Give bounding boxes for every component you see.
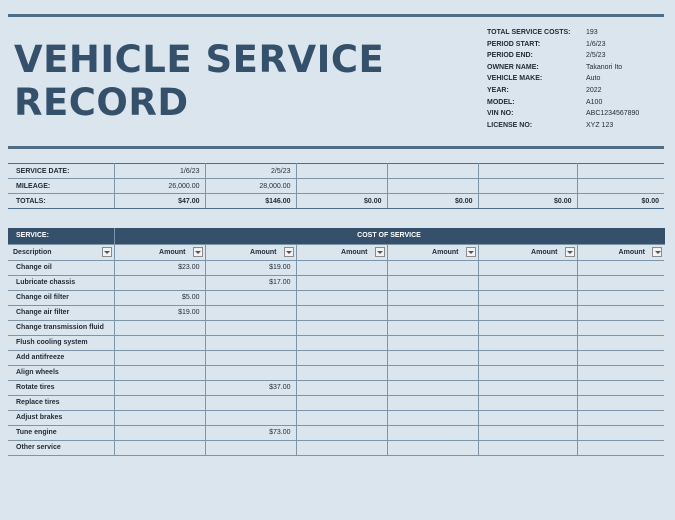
amount-cell[interactable]: $5.00 <box>114 290 205 305</box>
amount-cell[interactable] <box>205 350 296 365</box>
amount-cell[interactable] <box>296 410 387 425</box>
filter-dropdown-icon[interactable] <box>375 247 385 257</box>
service-header: SERVICE: <box>8 228 114 244</box>
amount-header <box>205 244 296 260</box>
vehicle-info-block <box>487 27 639 131</box>
info-value: Takanori Ito <box>586 63 623 71</box>
amount-cell[interactable]: $23.00 <box>114 260 205 275</box>
amount-header <box>114 244 205 260</box>
amount-cell[interactable] <box>478 380 577 395</box>
service-row <box>8 320 664 335</box>
amount-cell[interactable] <box>387 410 478 425</box>
filter-dropdown-icon[interactable] <box>284 247 294 257</box>
filter-dropdown-icon[interactable] <box>652 247 662 257</box>
amount-cell[interactable] <box>577 425 664 440</box>
service-row <box>8 305 664 320</box>
amount-header-label: Amount <box>159 248 186 256</box>
service-name[interactable]: Replace tires <box>8 395 114 410</box>
service-name[interactable]: Flush cooling system <box>8 335 114 350</box>
info-value: 2022 <box>586 86 602 94</box>
service-name[interactable]: Align wheels <box>8 365 114 380</box>
amount-cell[interactable] <box>296 305 387 320</box>
summary-table <box>8 163 664 209</box>
amount-cell[interactable] <box>478 440 577 455</box>
amount-cell[interactable] <box>114 410 205 425</box>
amount-cell[interactable] <box>577 410 664 425</box>
amount-cell[interactable] <box>577 260 664 275</box>
summary-cell[interactable]: $47.00 <box>114 194 205 209</box>
amount-header-label: Amount <box>341 248 368 256</box>
info-row <box>487 108 639 120</box>
summary-label: MILEAGE: <box>8 179 114 194</box>
amount-cell[interactable]: $37.00 <box>205 380 296 395</box>
summary-cell[interactable] <box>478 179 577 194</box>
info-label: PERIOD END: <box>487 52 533 60</box>
amount-cell[interactable] <box>387 440 478 455</box>
amount-cell[interactable] <box>296 260 387 275</box>
amount-cell[interactable] <box>478 320 577 335</box>
service-name[interactable]: Rotate tires <box>8 380 114 395</box>
amount-cell[interactable] <box>478 335 577 350</box>
info-row <box>487 73 639 85</box>
amount-cell[interactable] <box>114 335 205 350</box>
service-name[interactable]: Change air filter <box>8 305 114 320</box>
description-header <box>8 244 114 260</box>
amount-cell[interactable] <box>205 365 296 380</box>
amount-cell[interactable] <box>478 275 577 290</box>
mid-rule <box>8 146 664 149</box>
title-line-1: VEHICLE SERVICE <box>14 38 385 81</box>
info-value: A100 <box>586 98 603 106</box>
summary-cell[interactable] <box>478 164 577 179</box>
summary-row <box>8 179 664 194</box>
amount-cell[interactable] <box>296 350 387 365</box>
info-row <box>487 120 639 132</box>
summary-cell[interactable]: $0.00 <box>478 194 577 209</box>
amount-cell[interactable] <box>387 275 478 290</box>
info-label: VIN NO: <box>487 110 514 118</box>
cost-table <box>8 228 665 456</box>
summary-label: SERVICE DATE: <box>8 164 114 179</box>
amount-cell[interactable]: $19.00 <box>205 260 296 275</box>
service-name[interactable]: Adjust brakes <box>8 410 114 425</box>
amount-cell[interactable] <box>114 380 205 395</box>
amount-cell[interactable] <box>205 335 296 350</box>
amount-cell[interactable] <box>387 305 478 320</box>
amount-cell[interactable] <box>577 290 664 305</box>
service-row <box>8 395 664 410</box>
amount-cell[interactable] <box>296 395 387 410</box>
info-label: LICENSE NO: <box>487 121 533 129</box>
service-row <box>8 260 664 275</box>
service-row <box>8 440 664 455</box>
service-row <box>8 350 664 365</box>
summary-row <box>8 194 664 209</box>
amount-cell[interactable] <box>296 365 387 380</box>
summary-cell[interactable]: 28,000.00 <box>205 179 296 194</box>
info-value: 2/5/23 <box>586 52 606 60</box>
amount-cell[interactable] <box>577 320 664 335</box>
amount-cell[interactable] <box>577 335 664 350</box>
amount-cell[interactable] <box>296 335 387 350</box>
amount-cell[interactable] <box>296 380 387 395</box>
amount-cell[interactable]: $17.00 <box>205 275 296 290</box>
amount-cell[interactable] <box>387 290 478 305</box>
amount-cell[interactable] <box>114 395 205 410</box>
amount-cell[interactable] <box>478 305 577 320</box>
amount-header <box>387 244 478 260</box>
service-name[interactable]: Lubricate chassis <box>8 275 114 290</box>
info-label: PERIOD START: <box>487 40 541 48</box>
amount-cell[interactable] <box>205 395 296 410</box>
amount-cell[interactable] <box>478 350 577 365</box>
amount-cell[interactable] <box>577 275 664 290</box>
amount-cell[interactable] <box>114 365 205 380</box>
cost-of-service-header: COST OF SERVICE <box>114 228 664 244</box>
amount-cell[interactable] <box>296 275 387 290</box>
info-value: 193 <box>586 29 598 36</box>
info-row <box>487 97 639 109</box>
summary-cell[interactable]: 26,000.00 <box>114 179 205 194</box>
amount-cell[interactable] <box>577 395 664 410</box>
service-row <box>8 275 664 290</box>
amount-cell[interactable]: $73.00 <box>205 425 296 440</box>
service-name[interactable]: Add antifreeze <box>8 350 114 365</box>
summary-cell[interactable] <box>296 179 387 194</box>
amount-header <box>577 244 664 260</box>
title-line-2: RECORD <box>14 81 189 124</box>
service-name[interactable]: Change oil filter <box>8 290 114 305</box>
info-label: MODEL: <box>487 98 515 106</box>
service-row <box>8 380 664 395</box>
description-header-label: Description <box>13 248 52 256</box>
amount-cell[interactable] <box>387 335 478 350</box>
amount-cell[interactable] <box>205 320 296 335</box>
filter-dropdown-icon[interactable] <box>466 247 476 257</box>
amount-cell[interactable] <box>114 440 205 455</box>
summary-cell[interactable]: $0.00 <box>577 194 664 209</box>
amount-cell[interactable] <box>296 440 387 455</box>
info-row <box>487 39 639 51</box>
info-label: YEAR: <box>487 86 509 94</box>
service-row <box>8 365 664 380</box>
service-name[interactable]: Change transmission fluid <box>8 320 114 335</box>
filter-dropdown-icon[interactable] <box>565 247 575 257</box>
info-value: ABC1234567890 <box>586 110 640 118</box>
amount-cell[interactable] <box>114 350 205 365</box>
info-label: OWNER NAME: <box>487 63 539 71</box>
info-label: VEHICLE MAKE: <box>487 75 543 83</box>
amount-cell[interactable] <box>114 320 205 335</box>
summary-label: TOTALS: <box>8 194 114 209</box>
service-row <box>8 425 664 440</box>
amount-cell[interactable] <box>387 380 478 395</box>
amount-cell[interactable] <box>478 410 577 425</box>
amount-cell[interactable]: $19.00 <box>114 305 205 320</box>
service-row <box>8 290 664 305</box>
amount-header-label: Amount <box>432 248 459 256</box>
summary-cell[interactable]: $146.00 <box>205 194 296 209</box>
info-row <box>487 85 639 97</box>
info-value: Auto <box>586 75 601 83</box>
summary-cell[interactable]: 2/5/23 <box>205 164 296 179</box>
amount-cell[interactable] <box>387 350 478 365</box>
info-row <box>487 62 639 74</box>
amount-cell[interactable] <box>296 320 387 335</box>
info-row <box>487 27 639 39</box>
amount-cell[interactable] <box>114 425 205 440</box>
info-label: TOTAL SERVICE COSTS: <box>487 29 571 36</box>
service-name[interactable]: Other service <box>8 440 114 455</box>
summary-cell[interactable] <box>387 179 478 194</box>
service-name[interactable]: Tune engine <box>8 425 114 440</box>
amount-cell[interactable] <box>478 290 577 305</box>
filter-dropdown-icon[interactable] <box>193 247 203 257</box>
summary-cell[interactable] <box>387 164 478 179</box>
amount-cell[interactable] <box>577 365 664 380</box>
amount-cell[interactable] <box>387 260 478 275</box>
info-value: 1/6/23 <box>586 40 606 48</box>
filter-dropdown-icon[interactable] <box>102 247 112 257</box>
amount-cell[interactable] <box>387 365 478 380</box>
summary-cell[interactable]: $0.00 <box>387 194 478 209</box>
amount-cell[interactable] <box>205 290 296 305</box>
summary-cell[interactable] <box>296 164 387 179</box>
amount-cell[interactable] <box>205 440 296 455</box>
amount-cell[interactable] <box>478 260 577 275</box>
amount-cell[interactable] <box>478 395 577 410</box>
info-row <box>487 50 639 62</box>
amount-cell[interactable] <box>387 425 478 440</box>
info-value: XYZ 123 <box>586 121 614 129</box>
service-row <box>8 410 664 425</box>
amount-cell[interactable] <box>296 425 387 440</box>
amount-header-label: Amount <box>531 248 558 256</box>
amount-header <box>478 244 577 260</box>
amount-cell[interactable] <box>478 365 577 380</box>
top-rule <box>8 14 664 17</box>
summary-cell[interactable]: $0.00 <box>296 194 387 209</box>
amount-cell[interactable] <box>577 350 664 365</box>
summary-cell[interactable] <box>577 179 664 194</box>
summary-cell[interactable] <box>577 164 664 179</box>
page-title <box>14 38 384 124</box>
service-row <box>8 335 664 350</box>
amount-cell[interactable] <box>577 305 664 320</box>
amount-header-label: Amount <box>618 248 645 256</box>
amount-cell[interactable] <box>577 440 664 455</box>
summary-row <box>8 164 664 179</box>
amount-cell[interactable] <box>387 320 478 335</box>
amount-cell[interactable] <box>387 395 478 410</box>
amount-cell[interactable] <box>296 290 387 305</box>
summary-cell[interactable]: 1/6/23 <box>114 164 205 179</box>
amount-cell[interactable] <box>205 410 296 425</box>
amount-cell[interactable] <box>577 380 664 395</box>
service-name[interactable]: Change oil <box>8 260 114 275</box>
amount-cell[interactable] <box>114 275 205 290</box>
amount-header-label: Amount <box>250 248 277 256</box>
amount-cell[interactable] <box>478 425 577 440</box>
amount-header <box>296 244 387 260</box>
amount-cell[interactable] <box>205 305 296 320</box>
